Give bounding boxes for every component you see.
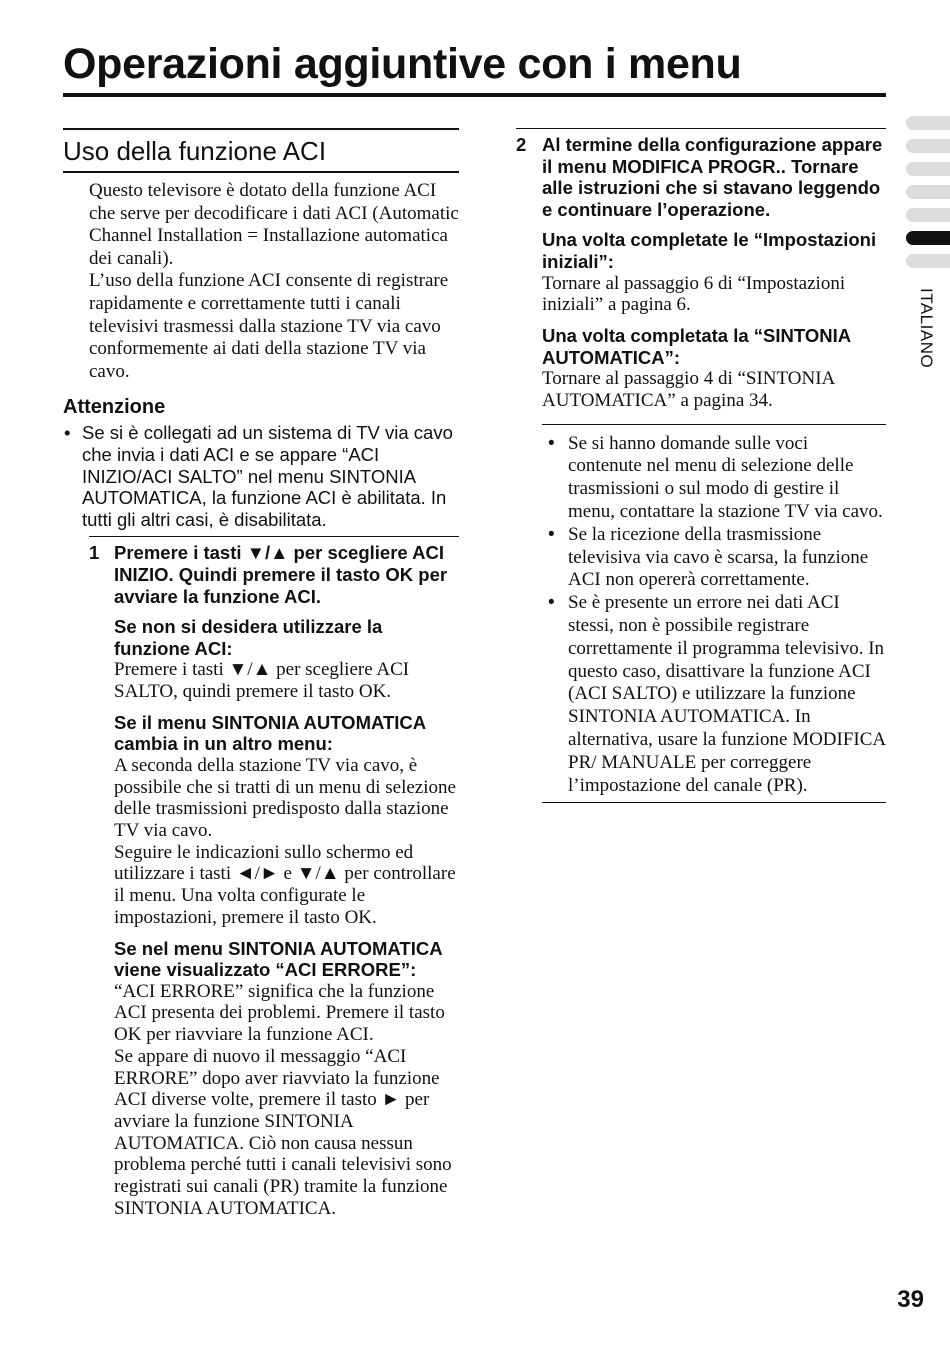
step-1 <box>63 542 459 1219</box>
divider <box>542 424 886 425</box>
intro-text <box>89 180 459 383</box>
sub-paragraph: Se appare di nuovo il messaggio “ACI ERRORE” dopo aver riavviato la funzione ACI diverse volte, premere il tasto ► per avviare la funzione SINTONIA AUTOMATICA. Ciò non causa nessun problema perché tutti i canali televisivi sono registrati sui canali (PR) tramite la funzione SINTONIA AUTOMATICA. <box>114 1045 452 1219</box>
sub-paragraph: Seguire le indicazioni sullo schermo ed utilizzare i tasti ◄/► e ▼/▲ per controllare il menu. Una volta configurate le impostazioni, premere il tasto OK. <box>114 841 456 928</box>
section-tab <box>906 116 950 130</box>
step-number: 2 <box>516 134 527 155</box>
notes-list <box>542 433 886 798</box>
language-label: ITALIANO <box>917 288 936 369</box>
intro-paragraph: Questo televisore è dotato della funzione ACI che serve per decodificare i dati ACI (Automatic Channel Installation = Installazione automatica dei canali). <box>89 180 459 269</box>
note-item: • Se la ricezione della trasmissione televisiva via cavo è scarsa, la funzione ACI non opererà correttamente. <box>542 524 886 592</box>
page-number: 39 <box>897 1286 924 1313</box>
page-title: Operazioni aggiuntive con i menu <box>63 40 742 88</box>
step-instruction: Al termine della configurazione appare il menu MODIFICA PROGR.. Tornare alle istruzioni che si stavano leggendo e continuare l’operazione. <box>542 134 883 220</box>
sub-paragraph: Tornare al passaggio 4 di “SINTONIA AUTOMATICA” a pagina 34. <box>542 368 835 411</box>
sub-heading: Una volta completata la “SINTONIA AUTOMATICA”: <box>542 324 851 368</box>
intro-paragraph: L’uso della funzione ACI consente di registrare rapidamente e correttamente tutti i canali televisivi trasmessi dalla stazione TV via cavo conformemente ai dati della stazione TV via cavo. <box>89 270 449 382</box>
sub-paragraph: Premere i tasti ▼/▲ per scegliere ACI SALTO, quindi premere il tasto OK. <box>114 659 410 702</box>
section-heading: Uso della funzione ACI <box>63 136 327 166</box>
sub-paragraph: “ACI ERRORE” significa che la funzione ACI presenta dei problemi. Premere il tasto OK per riavviare la funzione ACI. <box>114 980 445 1046</box>
section-tab <box>906 162 950 176</box>
section-tab-active <box>906 231 950 245</box>
section-heading-box <box>63 128 459 173</box>
divider <box>542 802 886 803</box>
sub-body <box>114 981 459 1220</box>
sub-body <box>114 659 459 702</box>
right-column <box>516 128 886 803</box>
sub-body <box>542 368 886 411</box>
attention-list <box>63 422 459 530</box>
sub-heading: Se il menu SINTONIA AUTOMATICA cambia in un altro menu: <box>114 711 426 755</box>
title-rule <box>63 93 886 97</box>
sub-body <box>114 755 459 929</box>
section-tab <box>906 139 950 153</box>
step-number: 1 <box>89 542 100 564</box>
sub-paragraph: A seconda della stazione TV via cavo, è possibile che si tratti di un menu di selezione delle trasmissioni predisposto dalla stazione TV via cavo. <box>114 754 456 841</box>
note-item: • Se si hanno domande sulle voci contenute nel menu di selezione delle trasmissioni o sul modo di gestire il menu, contattare la stazione TV via cavo. <box>542 433 886 524</box>
section-tab <box>906 208 950 222</box>
step-2 <box>516 134 886 220</box>
sub-paragraph: Tornare al passaggio 6 di “Impostazioni iniziali” a pagina 6. <box>542 272 846 316</box>
section-tab <box>906 185 950 199</box>
sub-heading: Se nel menu SINTONIA AUTOMATICA viene visualizzato “ACI ERRORE”: <box>114 937 442 981</box>
divider <box>516 128 886 129</box>
note-item: • Se è presente un errore nei dati ACI stessi, non è possibile registrare correttamente il programma televisivo. In questo caso, disattivare la funzione ACI (ACI SALTO) e utilizzare la funzione SINTONIA AUTOMATICA. In alternativa, usare la funzione MODIFICA PR/ MANUALE per correggere l’impostazione del canale (PR). <box>542 592 886 797</box>
sub-body <box>542 273 886 316</box>
section-tab <box>906 254 950 268</box>
left-column <box>63 128 459 1219</box>
sub-heading: Una volta completate le “Impostazioni iniziali”: <box>542 229 877 272</box>
divider <box>89 536 459 537</box>
attention-item: • Se si è collegati ad un sistema di TV via cavo che invia i dati ACI e se appare “ACI INIZIO/ACI SALTO” nel menu SINTONIA AUTOMATICA, la funzione ACI è abilitata. In tutti gli altri casi, è disabilitata. <box>63 422 459 530</box>
sub-heading: Se non si desidera utilizzare la funzione ACI: <box>114 616 383 659</box>
step-instruction: Premere i tasti ▼/▲ per scegliere ACI INIZIO. Quindi premere il tasto OK per avviare la funzione ACI. <box>114 542 448 607</box>
attention-heading: Attenzione <box>63 396 166 419</box>
step-2-notes <box>542 229 886 411</box>
